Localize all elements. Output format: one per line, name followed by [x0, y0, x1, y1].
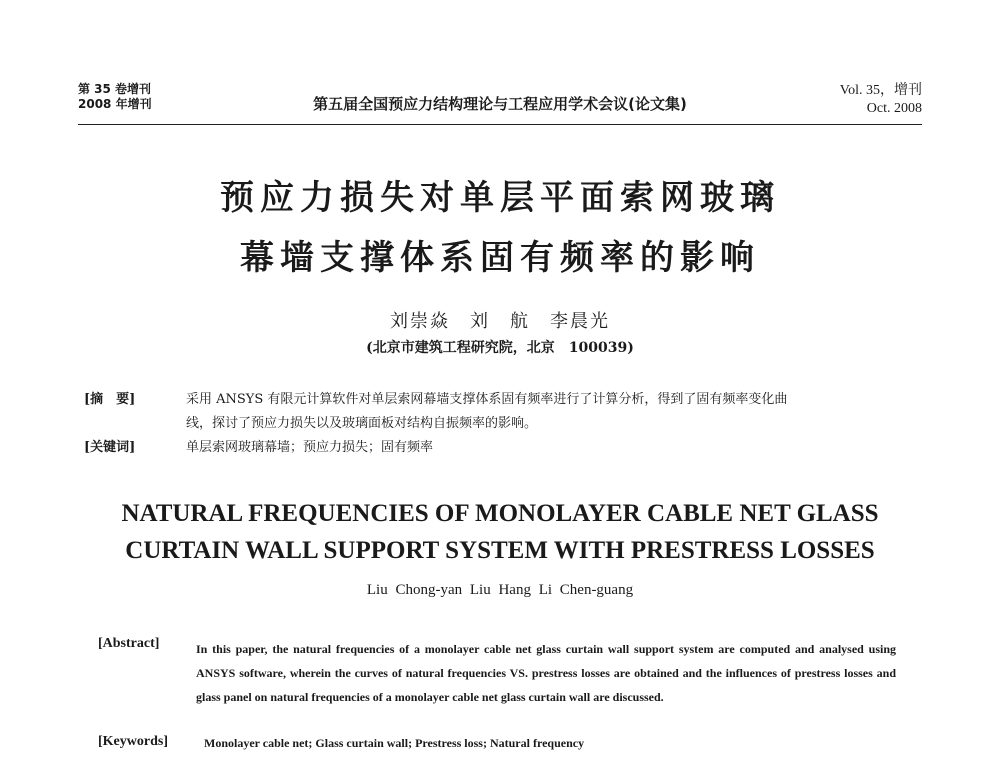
- abstract-cn-line2: 线，探讨了预应力损失以及玻璃面板对结构自振频率的影响。: [186, 416, 538, 431]
- title-cn-line2: 幕墙支撑体系固有频率的影响: [240, 238, 760, 278]
- journal-date-en: Oct. 2008: [866, 101, 922, 116]
- title-en-line1: NATURAL FREQUENCIES OF MONOLAYER CABLE NET GLASS: [121, 500, 879, 527]
- affiliation-cn: (北京市建筑工程研究院，北京 100039): [366, 340, 634, 356]
- abstract-cn-line1: 采用 ANSYS 有限元计算软件对单层索网幕墙支撑体系固有频率进行了计算分析，得到了固有频率变化曲: [186, 392, 788, 407]
- header-divider: [78, 124, 922, 125]
- journal-issue-en: [840, 82, 922, 118]
- abstract-en-label: [Abstract]: [98, 636, 160, 651]
- keywords-en-text: Monolayer cable net; Glass curtain wall; Prestress loss; Natural frequency: [204, 736, 585, 750]
- keywords-en-label: [Keywords]: [98, 734, 168, 749]
- abstract-cn-label: [摘 要]: [84, 392, 136, 407]
- authors-cn: 刘崇焱 刘 航 李晨光: [390, 311, 610, 332]
- journal-volume-cn: 第 35 卷增刊: [78, 82, 152, 96]
- title-cn-line1: 预应力损失对单层平面索网玻璃: [220, 178, 780, 218]
- conference-name: 第五届全国预应力结构理论与工程应用学术会议(论文集): [313, 95, 687, 113]
- journal-volume-en: Vol. 35，增刊: [839, 83, 922, 98]
- title-en-line2: CURTAIN WALL SUPPORT SYSTEM WITH PRESTRESS LOSSES: [125, 537, 875, 564]
- journal-year-cn: 2008 年增刊: [78, 97, 152, 111]
- keywords-cn-label: [关键词]: [84, 440, 136, 455]
- keywords-cn-text: 单层索网玻璃幕墙；预应力损失；固有频率: [186, 440, 434, 455]
- abstract-en-text: In this paper, the natural frequencies of a monolayer cable net glass curtain wall support system are computed and analysed using ANSYS software, wherein the curves of natural frequencies VS. prestress losses are obtained and the influences of prestress losses and glass panel on natural frequencies of a monolayer cable net glass curtain wall are discussed.: [196, 642, 896, 704]
- authors-en: Liu Chong-yan Liu Hang Li Chen-guang: [366, 582, 634, 598]
